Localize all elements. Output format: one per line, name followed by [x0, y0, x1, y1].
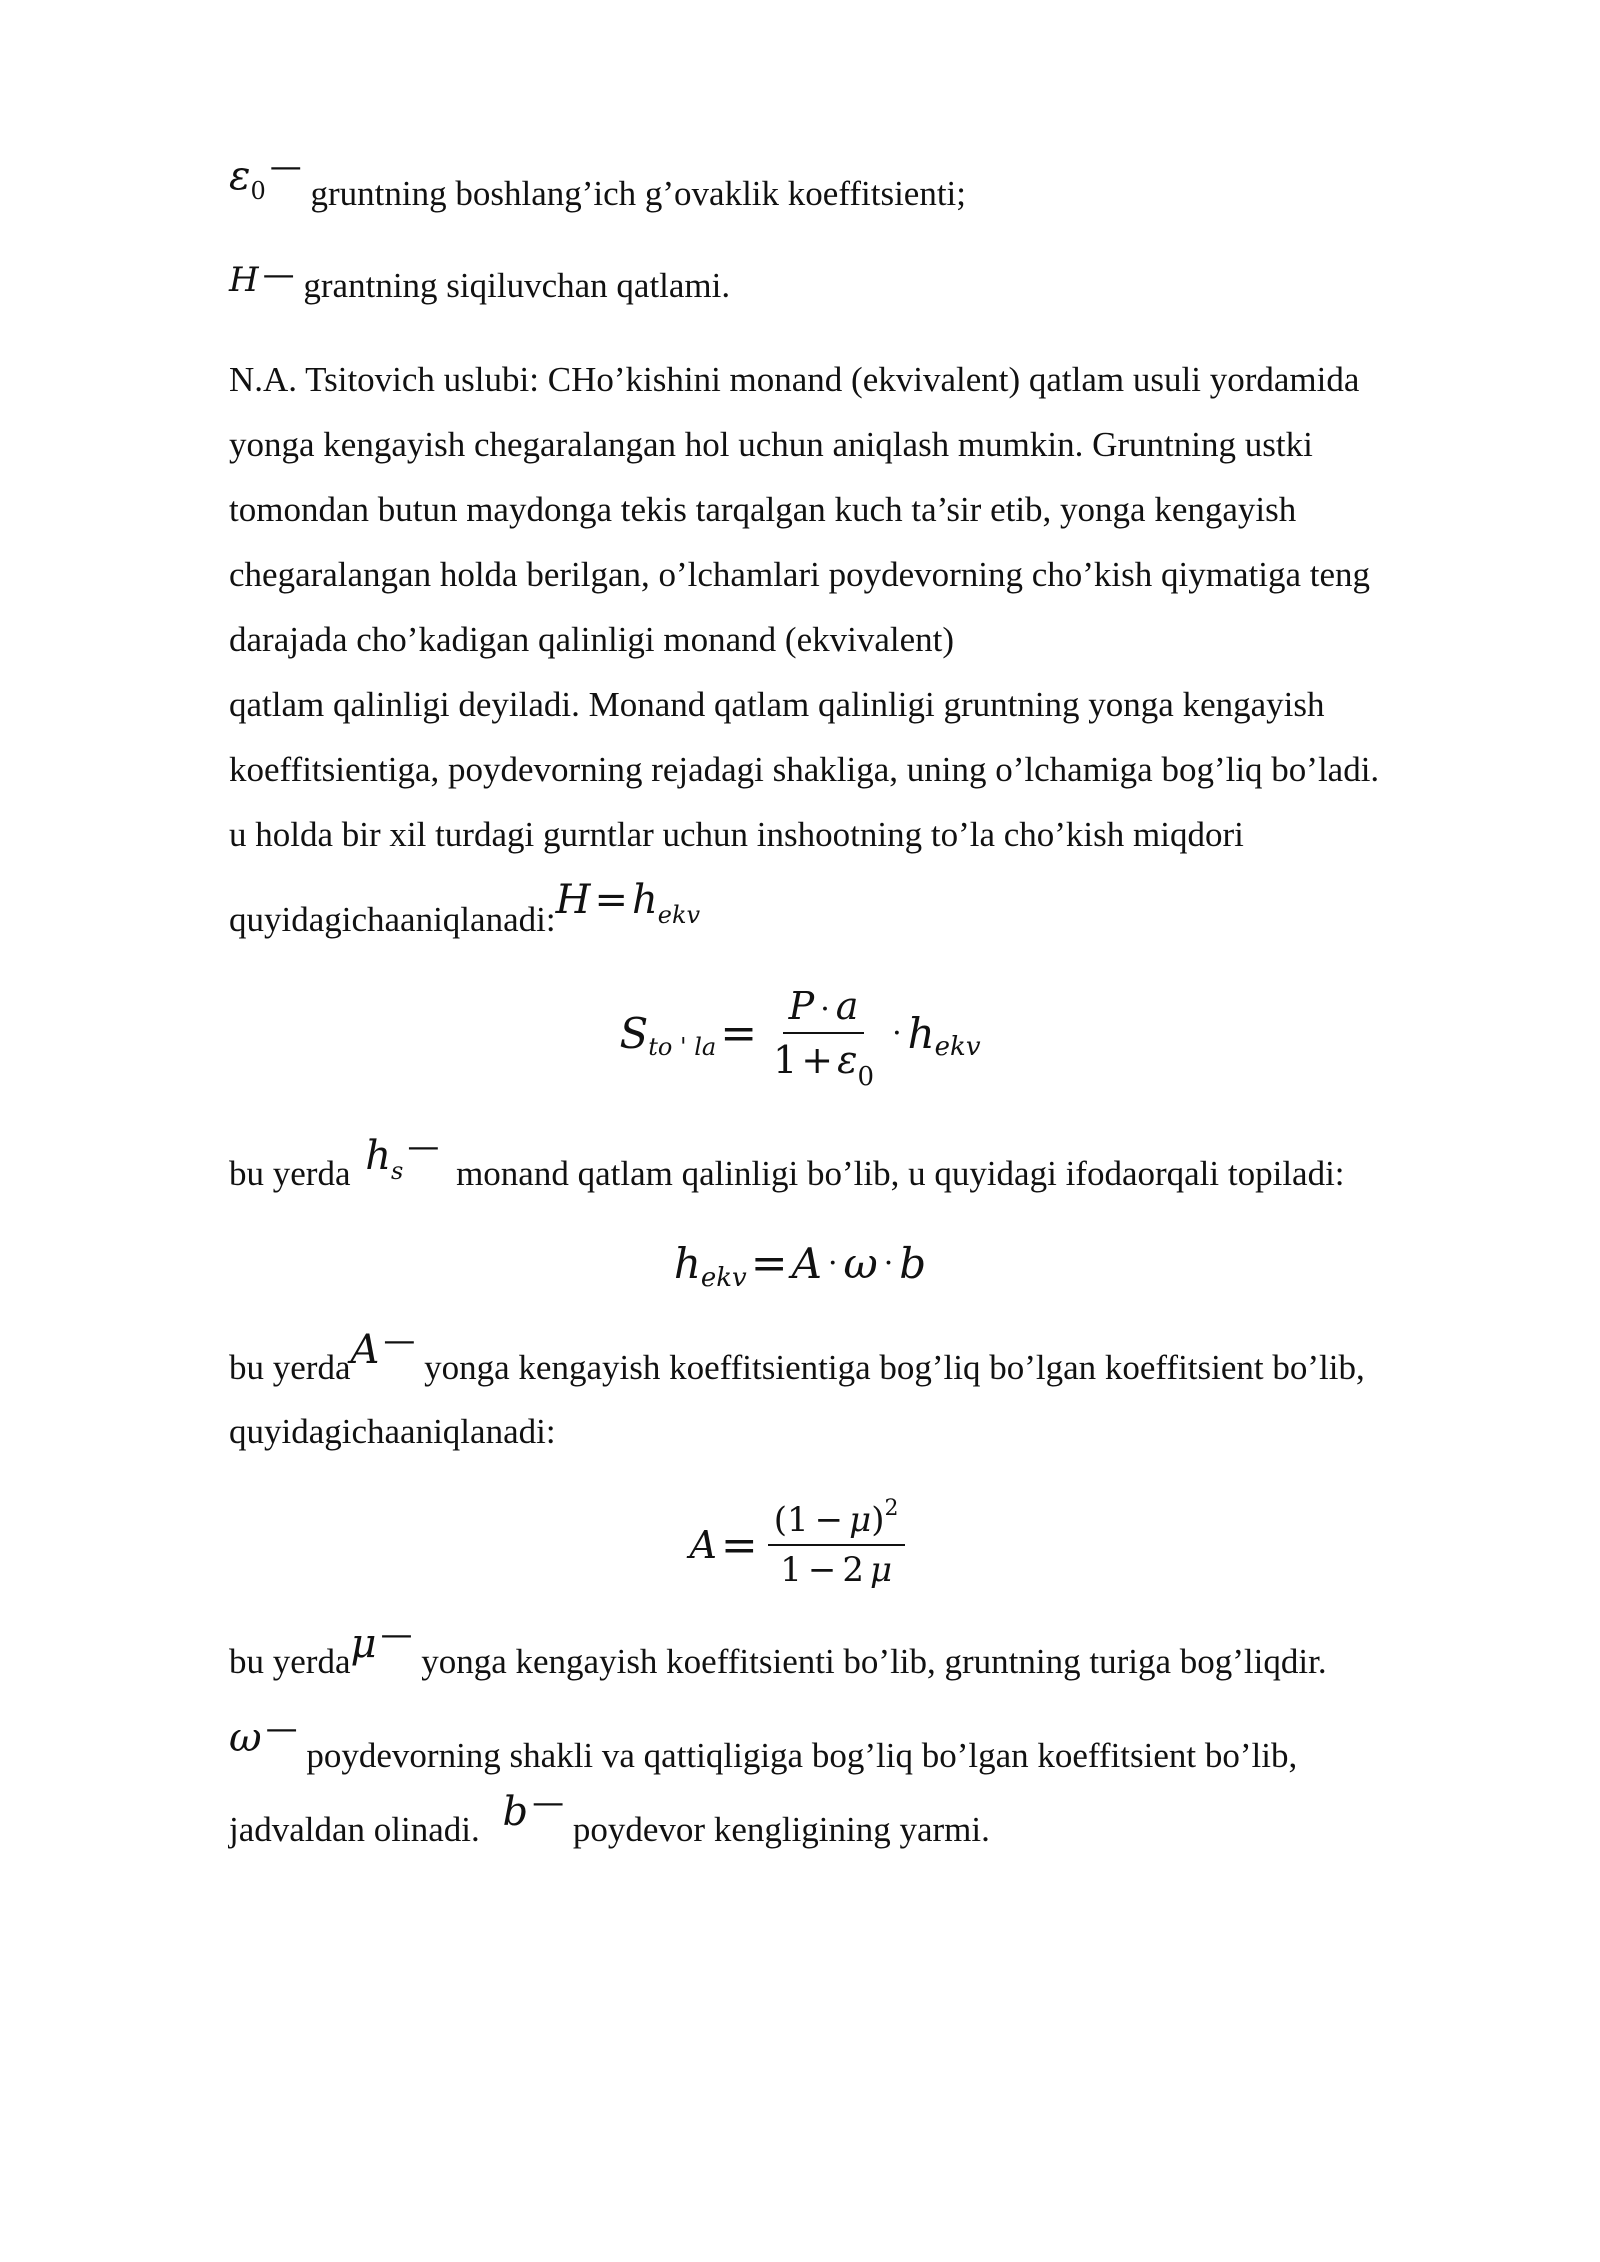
paragraph-line-3: tomondan butun maydonga tekis tarqalgan kuch ta’sir etib, yonga kengayish — [229, 490, 1297, 529]
paragraph-line-4: chegaralangan holda berilgan, o’lchamlari poydevorning cho’kish qiymatiga teng — [229, 555, 1371, 594]
A-symbol: A — — [350, 1321, 416, 1373]
paragraph-line-9 — [229, 877, 701, 945]
definition-eps0 — [229, 147, 966, 219]
paragraph-line-8: u holda bir xil turdagi gurntlar uchun inshootning to’la cho’kish miqdori — [229, 815, 1244, 854]
formula-A: A = $\frac{(1 - \mu)^2}{1 - 2 \mu}$ — [0, 1500, 1600, 1590]
quyidagicha-text: quyidagichaaniqlanadi: — [229, 900, 556, 939]
paragraph-line-5: darajada cho’kadigan qalinligi monand (ekvivalent) — [229, 620, 955, 659]
line-omega-2: jadvaldan olinadi. b — poydevor kengligining yarmi. — [229, 1783, 990, 1849]
paragraph-line-7: koeffitsientiga, poydevorning rejadagi shakliga, uning o’lchamiga bog’liq bo’ladi. — [229, 750, 1380, 789]
hs-symbol: $h_s—$ — [365, 1127, 440, 1185]
definition-H — [229, 255, 731, 308]
line-omega: ω — poydevorning shakli va qattiqligiga bog’liq bo’lgan koeffitsient bo’lib, — [229, 1709, 1298, 1775]
eps0-symbol: $\varepsilon_0—$ — [229, 147, 302, 205]
line-A: bu yerdaA — yonga kengayish koeffitsientiga bog’liq bo’lgan koeffitsient bo’lib, — [229, 1321, 1365, 1387]
H-symbol: H — — [229, 255, 295, 300]
paragraph-line-2: yonga kengayish chegaralangan hol uchun aniqlash mumkin. Gruntning ustki — [229, 425, 1313, 464]
line-mu: bu yerdaμ — yonga kengayish koeffitsienti bo’lib, gruntning turiga bog’liqdir. — [229, 1615, 1327, 1681]
line-hs: bu yerda $h_s—$ monand qatlam qalinligi bo’lib, u quyidagi ifodaorqali topiladi: — [229, 1127, 1345, 1193]
formula-S-tola: S to ' la = $\frac{P \cdot a}{1 + \varepsilon_0}$ · h ekv — [619, 984, 981, 1092]
fraction-mu: $\frac{(1 - \mu)^2}{1 - 2 \mu}$ — [768, 1500, 905, 1590]
line-A-2: quyidagichaaniqlanadi: — [229, 1412, 556, 1451]
inline-formula-H-hekv: $H = h_{ekv}$ — [555, 877, 701, 929]
H-text: grantning siqiluvchan qatlami. — [303, 266, 731, 305]
paragraph-line-6: qatlam qalinligi deyiladi. Monand qatlam qalinligi gruntning yonga kengayish — [229, 685, 1325, 724]
paragraph-line-1: N.A. Tsitovich uslubi: CHo’kishini monand (ekvivalent) qatlam usuli yordamida — [229, 360, 1360, 399]
formula-h-ekv: h ekv = A · ω · b — [673, 1238, 927, 1293]
b-symbol: b — — [502, 1783, 565, 1835]
omega-symbol: ω — — [229, 1709, 298, 1761]
fraction-P-a: $\frac{P \cdot a}{1 + \varepsilon_0}$ — [773, 984, 875, 1092]
eps0-text: gruntning boshlang’ich g’ovaklik koeffitsienti; — [310, 174, 966, 213]
mu-symbol: μ — — [350, 1615, 413, 1667]
